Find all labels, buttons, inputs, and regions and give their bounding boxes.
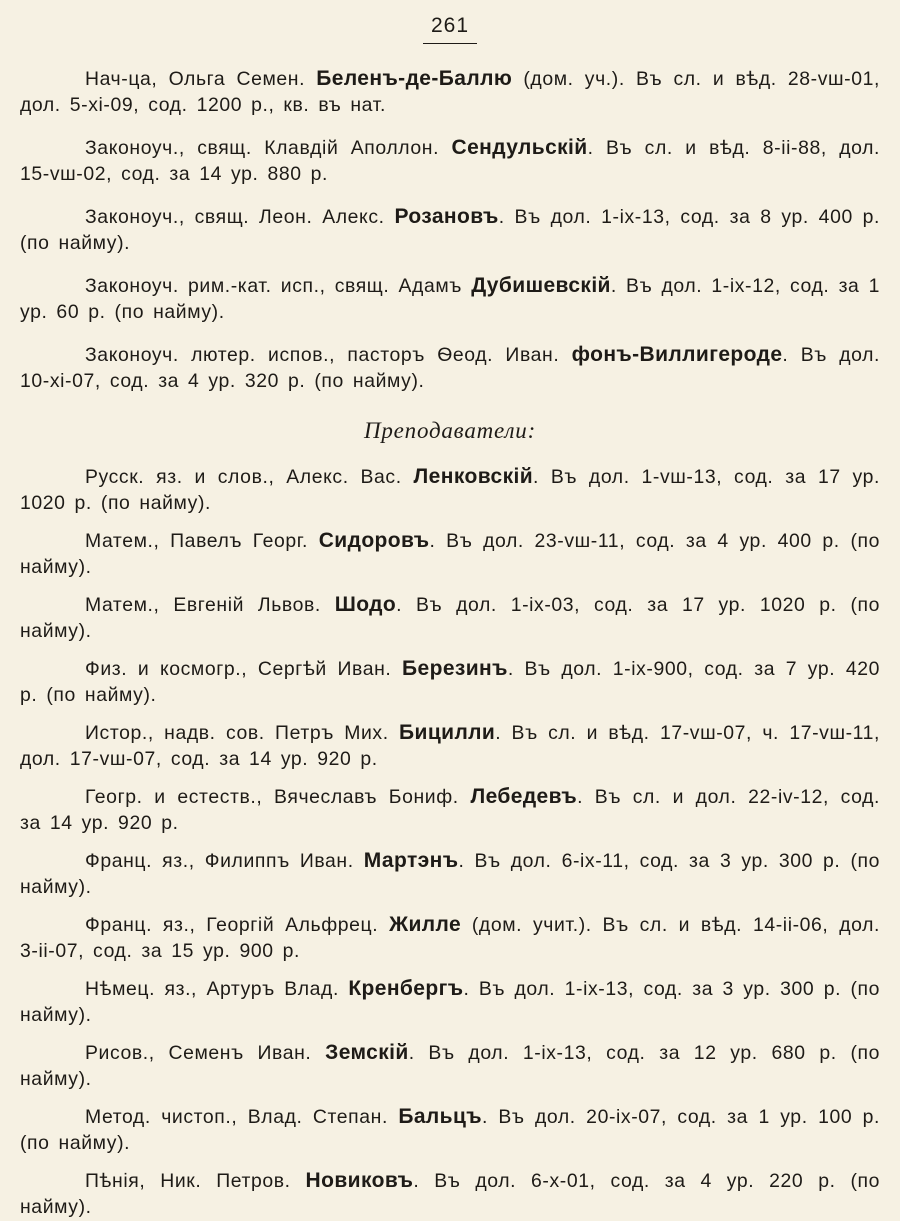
entry-surname: Березинъ — [402, 657, 508, 680]
staff-entry — [20, 592, 880, 644]
entry-surname: Дубишевскій — [471, 274, 611, 297]
entry-service-details: . Въ дол. 6-x-01, сод. за 4 ур. 220 р. (по найму). — [20, 1170, 880, 1218]
entry-service-details: . Въ дол. 23-vш-11, сод. за 4 ур. 400 р. (по найму). — [20, 530, 881, 578]
entry-service-details: . Въ дол. 1-ix-900, сод. за 7 ур. 420 р. (по найму). — [20, 658, 880, 706]
entry-surname: фонъ-Виллигероде — [571, 343, 783, 366]
entry-service-details: . Въ сл. и вѣд. 8-ii-88, дол. 15-vш-02, сод. за 14 ур. 880 р. — [20, 137, 880, 185]
staff-entry — [20, 1104, 880, 1156]
entry-service-details: . Въ дол. 1-ix-12, сод. за 1 ур. 60 р. (по найму). — [20, 275, 881, 323]
teachers-list — [20, 464, 880, 1220]
entry-service-details: (дом. учит.). Въ сл. и вѣд. 14-ii-06, дол. 3-ii-07, сод. за 15 ур. 900 р. — [20, 914, 880, 962]
entry-surname: Беленъ-де-Баллю — [316, 67, 513, 90]
entry-position-and-name: Франц. яз., Георгій Альфрец. — [85, 914, 390, 936]
entry-position-and-name: Законоуч. рим.-кат. исп., свящ. Адамъ — [85, 275, 472, 297]
entry-service-details: . Въ дол. 1-ix-13, сод. за 3 ур. 300 р. (по найму). — [20, 978, 880, 1026]
entry-service-details: . Въ дол. 10-xi-07, сод. за 4 ур. 320 р. (по найму). — [20, 344, 880, 392]
entry-surname: Новиковъ — [305, 1169, 414, 1192]
staff-entry — [20, 784, 880, 836]
entry-service-details: . Въ дол. 1-ix-13, сод. за 8 ур. 400 р. (по найму). — [20, 206, 881, 254]
entry-surname: Лебедевъ — [470, 785, 578, 808]
entry-surname: Бицилли — [399, 721, 496, 744]
entry-surname: Ленковскій — [413, 465, 534, 488]
staff-entry — [20, 342, 880, 394]
entry-surname: Мартэнъ — [363, 849, 459, 872]
staff-entry — [20, 528, 880, 580]
entry-position-and-name: Законоуч., свящ. Леон. Алекс. — [85, 206, 395, 228]
staff-entry — [20, 848, 880, 900]
entry-service-details: . Въ сл. и вѣд. 17-vш-07, ч. 17-vш-11, дол. 17-vш-07, сод. за 14 ур. 920 р. — [20, 722, 880, 770]
entry-surname: Бальцъ — [398, 1105, 482, 1128]
section-heading-teachers: Преподаватели: — [363, 418, 537, 443]
staff-entry — [20, 464, 880, 516]
entry-surname: Жилле — [389, 913, 462, 936]
staff-entry — [20, 66, 880, 118]
staff-entry — [20, 720, 880, 772]
entry-service-details: . Въ дол. 1-vш-13, сод. за 17 ур. 1020 р. (по найму). — [20, 466, 880, 514]
entry-position-and-name: Истор., надв. сов. Петръ Мих. — [85, 722, 400, 744]
entry-service-details: . Въ дол. 20-ix-07, сод. за 1 ур. 100 р. (по найму). — [20, 1106, 880, 1154]
entry-position-and-name: Рисов., Семенъ Иван. — [85, 1042, 326, 1064]
entry-position-and-name: Метод. чистоп., Влад. Степан. — [85, 1106, 399, 1128]
staff-entry — [20, 912, 880, 964]
entry-service-details: . Въ сл. и дол. 22-iv-12, сод. за 14 ур. 920 р. — [20, 786, 881, 834]
entry-surname: Земскій — [325, 1041, 409, 1064]
entry-position-and-name: Законоуч. лютер. испов., пасторъ Ѳеод. Иван. — [85, 344, 572, 366]
entry-surname: Шодо — [334, 593, 397, 616]
entry-service-details: . Въ дол. 1-ix-13, сод. за 12 ур. 680 р. (по найму). — [20, 1042, 880, 1090]
entry-position-and-name: Нач-ца, Ольга Семен. — [85, 68, 317, 90]
page-number: 261 — [423, 14, 477, 44]
entry-surname: Сидоровъ — [318, 529, 430, 552]
staff-list — [20, 66, 880, 394]
entry-service-details: (дом. уч.). Въ сл. и вѣд. 28-vш-01, дол. 5-xi-09, сод. 1200 р., кв. въ нат. — [20, 68, 880, 116]
page-number-line — [20, 14, 880, 44]
entry-position-and-name: Физ. и космогр., Сергѣй Иван. — [85, 658, 403, 680]
staff-entry — [20, 656, 880, 708]
entry-position-and-name: Законоуч., свящ. Клавдій Аполлон. — [85, 137, 452, 159]
entry-position-and-name: Геогр. и естеств., Вячеславъ Бониф. — [85, 786, 471, 808]
entry-position-and-name: Матем., Евгеній Львов. — [85, 594, 335, 616]
staff-entry — [20, 135, 880, 187]
entry-surname: Кренбергъ — [348, 977, 464, 1000]
entry-position-and-name: Матем., Павелъ Георг. — [85, 530, 319, 552]
entry-position-and-name: Пѣнія, Ник. Петров. — [85, 1170, 306, 1192]
entry-position-and-name: Франц. яз., Филиппъ Иван. — [85, 850, 364, 872]
entry-position-and-name: Русск. яз. и слов., Алекс. Вас. — [85, 466, 414, 488]
staff-entry — [20, 1168, 880, 1220]
entry-service-details: . Въ дол. 6-ix-11, сод. за 3 ур. 300 р. (по найму). — [20, 850, 880, 898]
entry-service-details: . Въ дол. 1-ix-03, сод. за 17 ур. 1020 р. (по найму). — [20, 594, 880, 642]
entry-surname: Сендульскій — [451, 136, 588, 159]
staff-entry — [20, 976, 880, 1028]
staff-entry — [20, 204, 880, 256]
entry-surname: Розановъ — [394, 205, 499, 228]
staff-entry — [20, 1040, 880, 1092]
entry-position-and-name: Нѣмец. яз., Артуръ Влад. — [85, 978, 349, 1000]
staff-entry — [20, 273, 880, 325]
